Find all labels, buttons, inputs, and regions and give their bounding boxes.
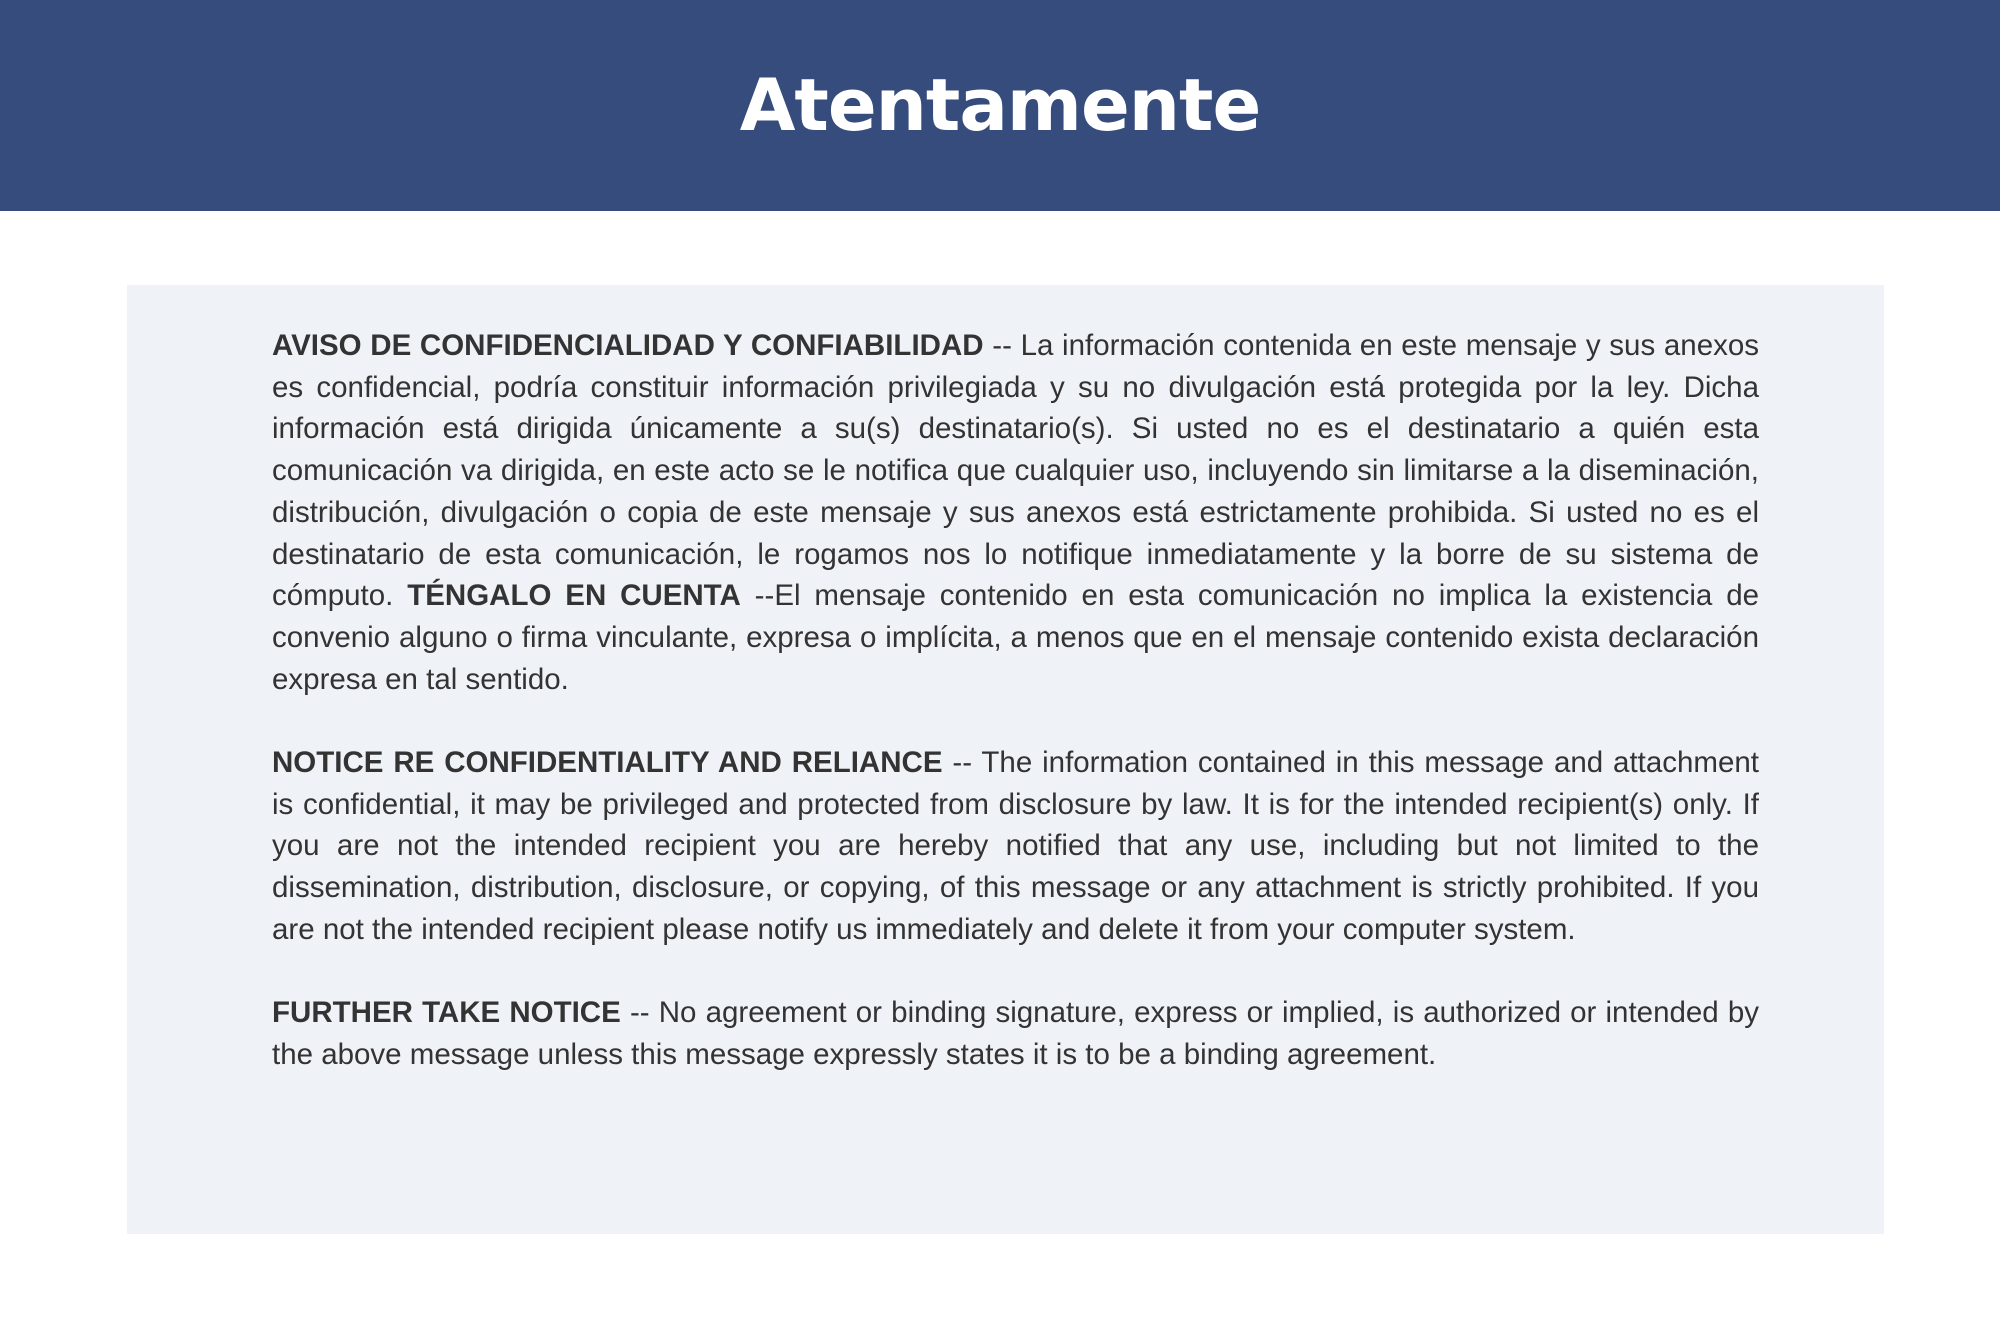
- english-notice-paragraph: [272, 742, 1759, 951]
- notice-panel: [127, 285, 1884, 1234]
- spanish-notice-body: -- La información contenida en este mensaje y sus anexos es confidencial, podría constituir información privilegiada y su no divulgación está protegida por la ley. Dicha información está dirigida únicamente a su(s) destinatario(s). Si usted no es el destinatario a quién esta comunicación va dirigida, en este acto se le notifica que cualquier uso, incluyendo sin limitarse a la diseminación, distribución, divulgación o copia de este mensaje y sus anexos está estrictamente prohibida. Si usted no es el destinatario de esta comunicación, le rogamos nos lo notifique inmediatamente y la borre de su sistema de cómputo.: [272, 329, 1760, 613]
- english-notice-heading: NOTICE RE CONFIDENTIALITY AND RELIANCE: [272, 746, 943, 780]
- spanish-take-notice-heading: TÉNGALO EN CUENTA: [407, 579, 741, 613]
- further-notice-heading: FURTHER TAKE NOTICE: [272, 996, 621, 1030]
- further-notice-body: -- No agreement or binding signature, express or implied, is authorized or intended by the above message unless this message expressly states it is to be a binding agreement.: [272, 996, 1760, 1071]
- header-banner: [0, 0, 2000, 211]
- spanish-notice-heading: AVISO DE CONFIDENCIALIDAD Y CONFIABILIDAD: [272, 329, 984, 362]
- notice-content: [272, 325, 1759, 1076]
- spanish-notice-paragraph: [272, 325, 1759, 700]
- english-notice-body: -- The information contained in this message and attachment is confidential, it may be privileged and protected from disclosure by law. It is for the intended recipient(s) only. If you are not the intended recipient you are hereby notified that any use, including but not limited to the dissemination, distribution, disclosure, or copying, of this message or any attachment is strictly prohibited. If you are not the intended recipient please notify us immediately and delete it from your computer system.: [272, 746, 1760, 946]
- further-notice-paragraph: [272, 992, 1759, 1075]
- spanish-take-notice-body: --El mensaje contenido en esta comunicación no implica la existencia de convenio alguno o firma vinculante, expresa o implícita, a menos que en el mensaje contenido exista declaración expresa en tal sentido.: [272, 579, 1760, 696]
- page-title: Atentamente: [739, 62, 1261, 147]
